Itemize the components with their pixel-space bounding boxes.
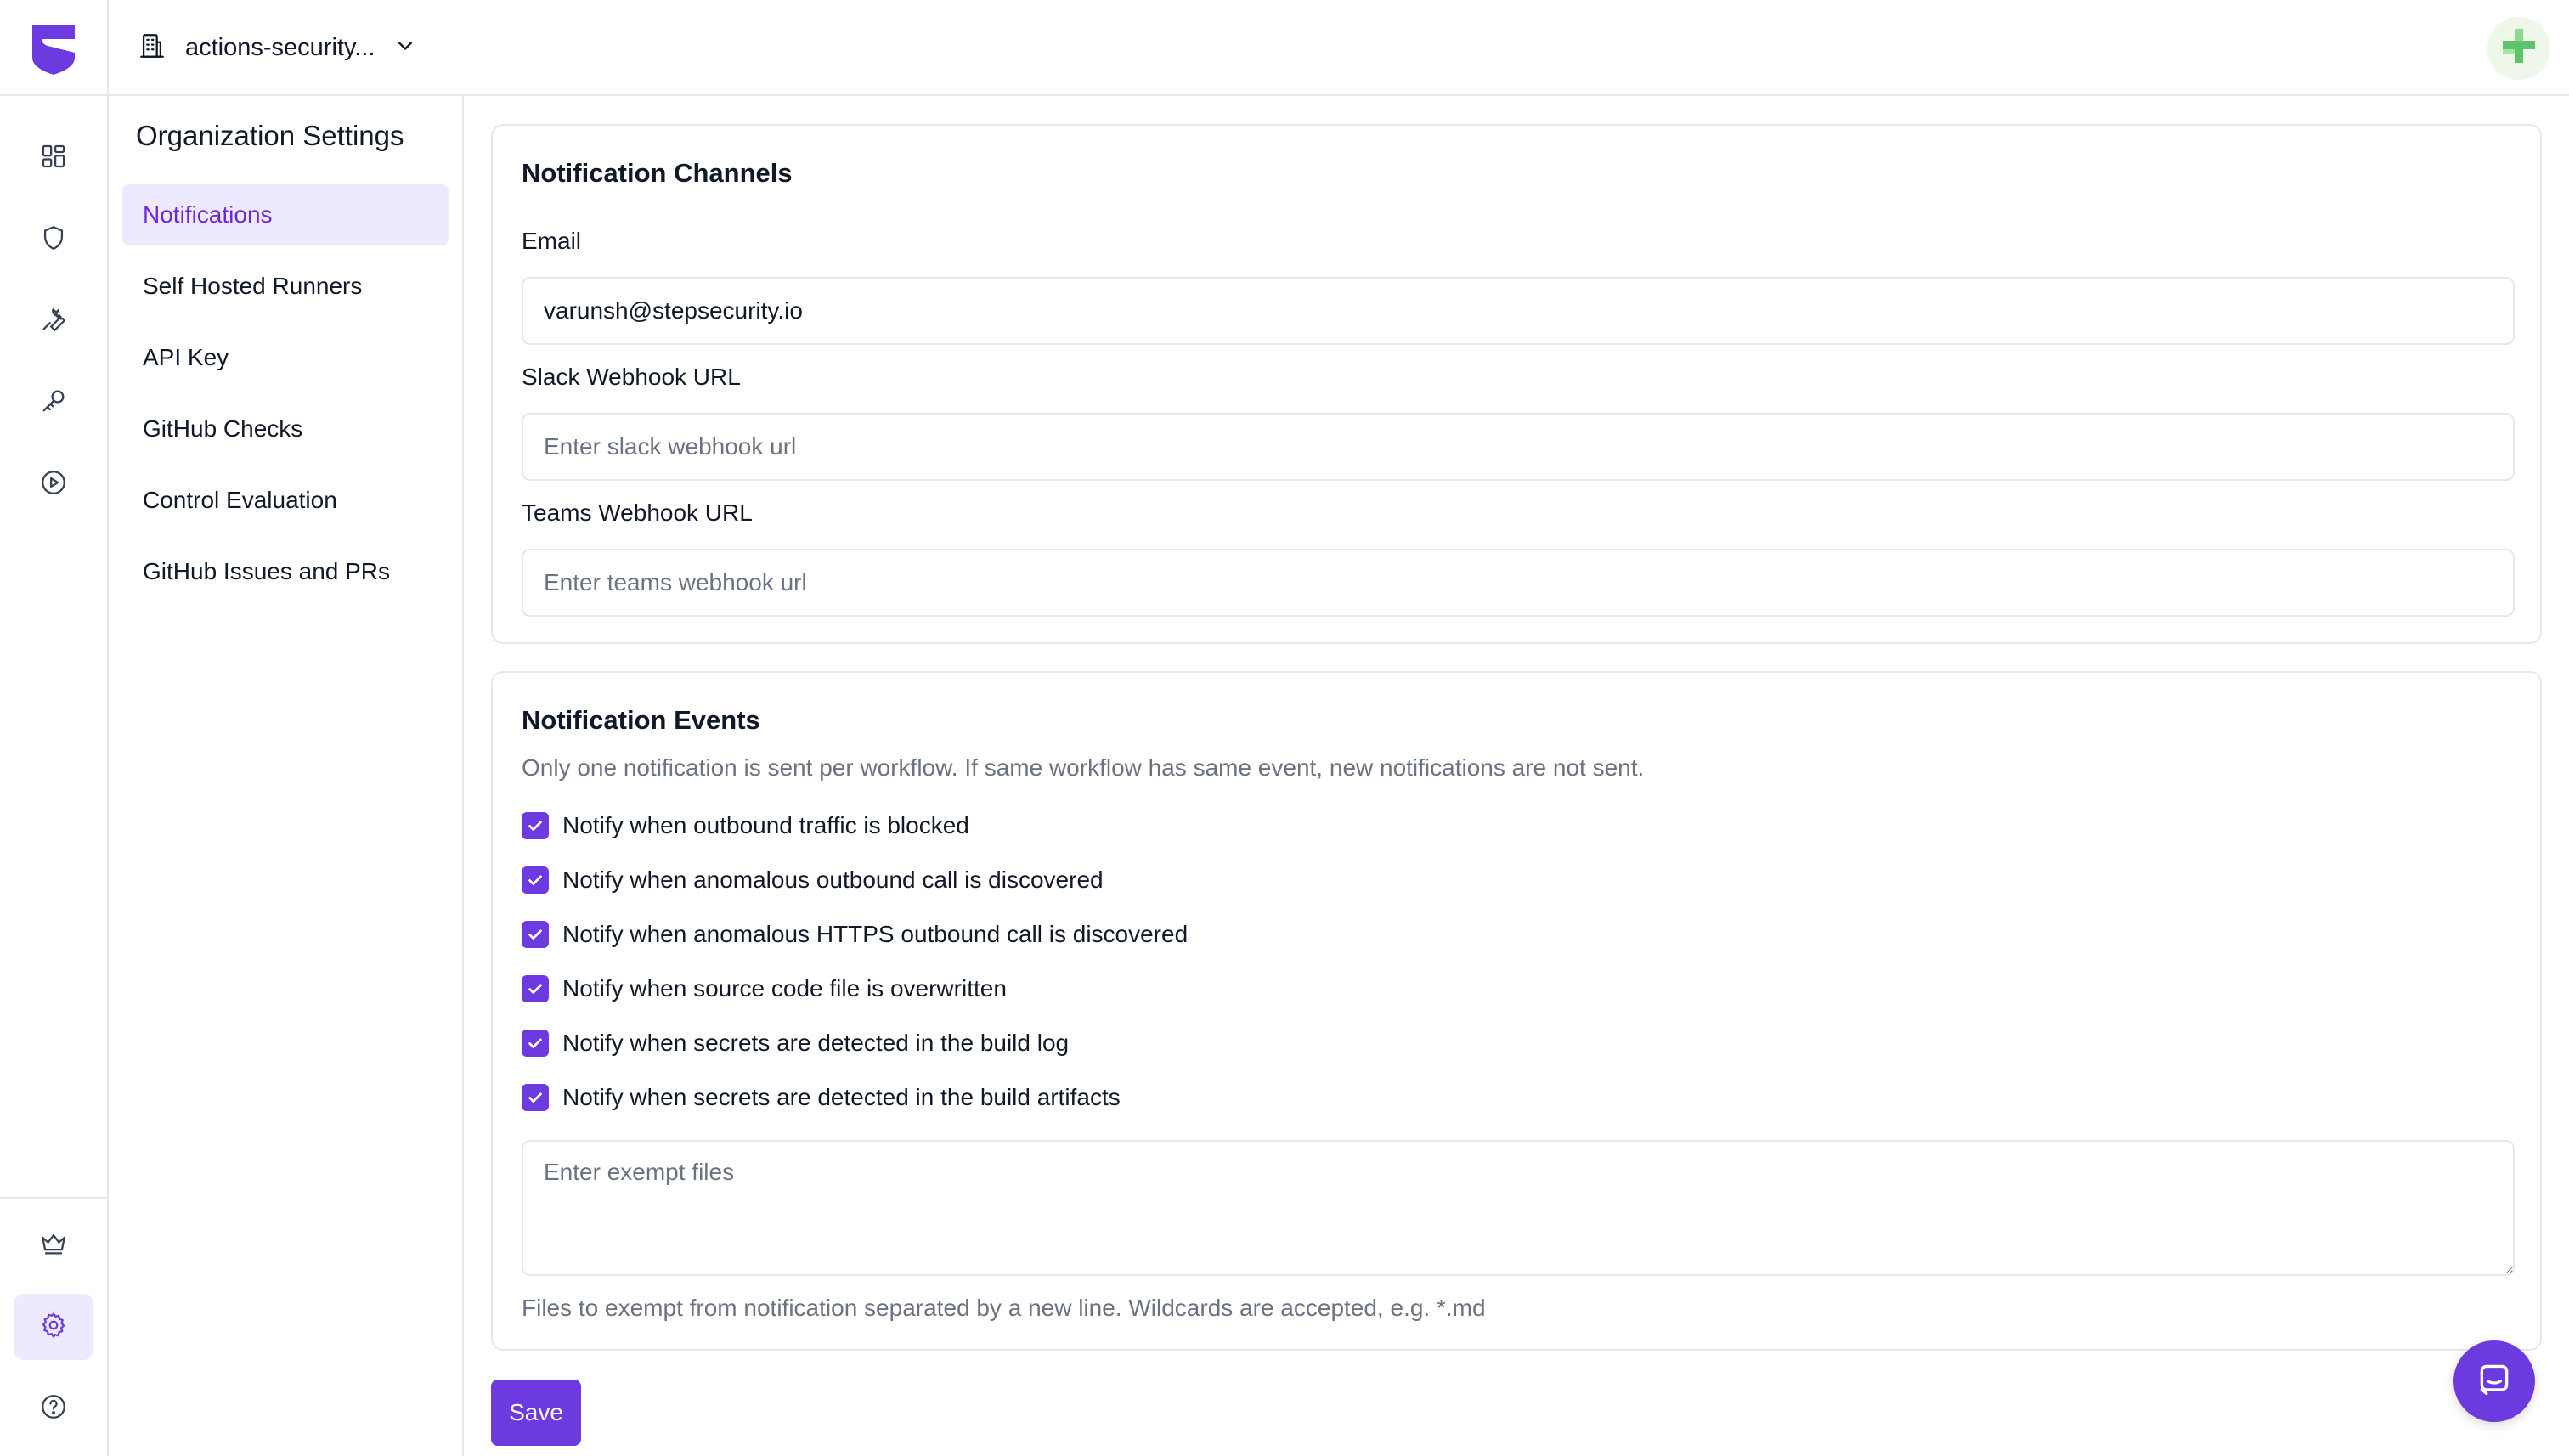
event-option-outbound-blocked[interactable] (522, 809, 969, 843)
checkmark-icon (526, 979, 545, 998)
event-option-label: Notify when outbound traffic is blocked (562, 812, 969, 838)
chat-launcher-button[interactable] (2453, 1340, 2535, 1422)
checkmark-icon (526, 816, 545, 835)
checkbox-checked[interactable] (522, 812, 549, 839)
building-icon (138, 31, 167, 65)
save-button[interactable]: Save (491, 1380, 581, 1446)
checkmark-icon (526, 1034, 545, 1052)
event-option-label: Notify when source code file is overwritten (562, 975, 1007, 1002)
event-option-label: Notify when secrets are detected in the build log (562, 1030, 1070, 1056)
rail-item-tools[interactable] (14, 288, 93, 354)
settings-sidebar (109, 96, 464, 1456)
teams-webhook-input[interactable] (522, 549, 2515, 617)
teams-webhook-label: Teams Webhook URL (522, 499, 753, 526)
event-option-source-overwritten[interactable] (522, 972, 1007, 1006)
checkbox-checked[interactable] (522, 921, 549, 948)
notification-channels-card (491, 124, 2542, 644)
org-name: actions-security... (185, 33, 375, 61)
crown-icon (39, 1229, 68, 1262)
settings-title: Organization Settings (136, 120, 404, 151)
rail-divider (0, 1197, 107, 1199)
checkbox-checked[interactable] (522, 975, 549, 1002)
slack-webhook-input[interactable] (522, 413, 2515, 481)
play-circle-icon (39, 468, 68, 501)
email-label: Email (522, 228, 582, 254)
checkmark-icon (526, 871, 545, 889)
rail-item-settings[interactable] (14, 1294, 93, 1360)
checkbox-checked[interactable] (522, 1084, 549, 1111)
rail-item-runs[interactable] (14, 451, 93, 517)
topbar-divider (107, 0, 109, 96)
stepsecurity-logo[interactable] (25, 20, 82, 76)
event-option-anomalous-https[interactable] (522, 917, 1188, 951)
settings-nav-github-issues-prs[interactable]: GitHub Issues and PRs (143, 558, 391, 584)
left-rail (0, 96, 109, 1456)
org-switcher[interactable] (138, 24, 417, 71)
settings-nav-github-checks[interactable]: GitHub Checks (143, 415, 303, 442)
checkmark-icon (526, 925, 545, 944)
settings-nav-notifications[interactable]: Notifications (122, 184, 449, 245)
checkmark-icon (526, 1088, 545, 1107)
chevron-down-icon (393, 34, 417, 62)
notification-events-card (491, 671, 2542, 1351)
key-icon (39, 387, 68, 420)
rail-item-secrets[interactable] (14, 370, 93, 436)
checkbox-checked[interactable] (522, 866, 549, 894)
email-field[interactable] (522, 277, 2515, 345)
channels-title: Notification Channels (522, 158, 793, 188)
event-option-label: Notify when anomalous outbound call is discovered (562, 866, 1104, 893)
event-option-secrets-build-log[interactable] (522, 1026, 1069, 1060)
wrench-icon (39, 305, 68, 338)
settings-nav-control-evaluation[interactable]: Control Evaluation (143, 487, 337, 513)
rail-item-help[interactable] (14, 1375, 93, 1442)
events-title: Notification Events (522, 705, 760, 735)
settings-nav-self-hosted-runners[interactable]: Self Hosted Runners (143, 273, 363, 299)
exempt-files-textarea[interactable] (522, 1140, 2515, 1276)
rail-item-dashboard[interactable] (14, 125, 93, 191)
rail-item-premium[interactable] (14, 1212, 93, 1278)
chat-icon (2476, 1361, 2513, 1402)
top-bar (0, 0, 2569, 96)
event-option-label: Notify when anomalous HTTPS outbound call is discovered (562, 921, 1189, 947)
slack-webhook-label: Slack Webhook URL (522, 364, 741, 390)
checkbox-checked[interactable] (522, 1030, 549, 1057)
dashboard-grid-icon (39, 142, 68, 175)
event-option-label: Notify when secrets are detected in the build artifacts (562, 1084, 1121, 1110)
settings-nav-api-key[interactable]: API Key (143, 344, 229, 370)
exempt-files-hint: Files to exempt from notification separated by a new line. Wildcards are accepted, e.g. *.md (522, 1295, 1486, 1321)
help-circle-icon (39, 1392, 68, 1425)
shield-icon (39, 223, 68, 257)
event-option-anomalous-outbound[interactable] (522, 863, 1104, 897)
events-description: Only one notification is sent per workflow. If same workflow has same event, new notifications are not sent. (522, 754, 1645, 781)
event-option-secrets-build-artifacts[interactable] (522, 1081, 1121, 1115)
rail-item-security[interactable] (14, 206, 93, 273)
gear-icon (39, 1311, 68, 1344)
avatar[interactable] (2487, 17, 2550, 80)
